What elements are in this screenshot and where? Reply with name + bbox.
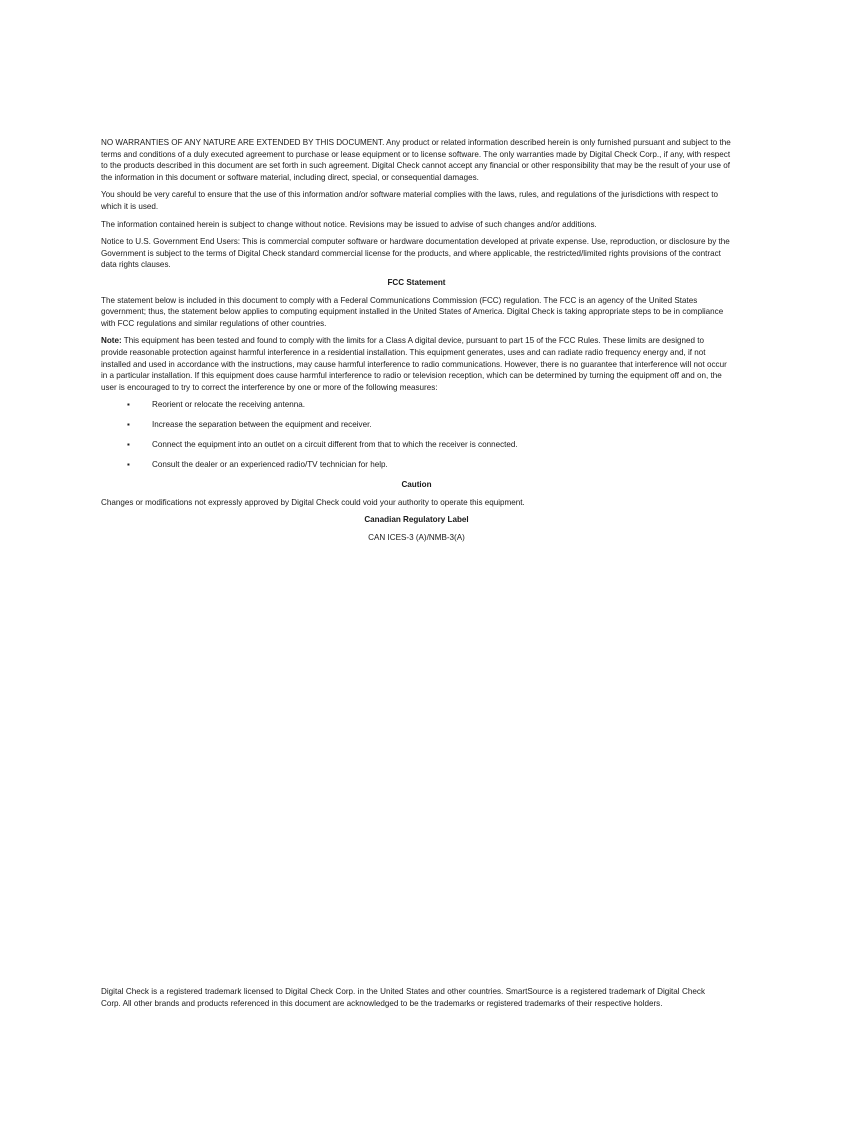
interference-measures-list xyxy=(101,399,732,471)
canadian-regulatory-heading: Canadian Regulatory Label xyxy=(364,515,469,525)
change-notice-paragraph: The information contained herein is subject to change without notice. Revisions may be issued to advise of such changes and/or additions. xyxy=(101,219,597,229)
measure-text: Reorient or relocate the receiving antenna. xyxy=(152,400,305,410)
list-item xyxy=(101,419,732,431)
bullet-icon: ▪ xyxy=(127,440,130,450)
canadian-regulatory-label: CAN ICES-3 (A)/NMB-3(A) xyxy=(368,533,465,542)
note-label: Note: xyxy=(101,336,122,346)
measure-text: Consult the dealer or an experienced radio/TV technician for help. xyxy=(152,460,388,470)
bullet-icon: ▪ xyxy=(127,400,130,410)
compliance-paragraph: You should be very careful to ensure that the use of this information and/or software material complies with the laws, rules, and regulations of the jurisdictions with respect to which it is used. xyxy=(101,190,718,211)
caution-text: Changes or modifications not expressly approved by Digital Check could void your authority to operate this equipment. xyxy=(101,497,525,507)
fcc-intro-paragraph: The statement below is included in this document to comply with a Federal Communications Commission (FCC) regulation. The FCC is an agency of the United States government; thus, the statement below applies to computing equipment installed in the United States of America. Digital Check is taking appropriate steps to be in compliance with FCC regulations and similar regulations of other countries. xyxy=(101,295,724,328)
list-item xyxy=(101,399,732,411)
note-text: This equipment has been tested and found to comply with the limits for a Class A digital device, pursuant to part 15 of the FCC Rules. These limits are designed to provide reasonable protection against harmful interference in a residential installation. This equipment generates, uses and can radiate radio frequency energy and, if not installed and used in accordance with the instructions, may cause harmful interference to radio communications. However, there is no guarantee that interference will not occur in a particular installation. If this equipment does cause harmful interference to radio or television reception, which can be determined by turning the equipment off and on, the user is encouraged to try to correct the interference by one or more of the following measures: xyxy=(101,336,727,392)
fcc-note-paragraph xyxy=(101,335,732,393)
measure-text: Connect the equipment into an outlet on a circuit different from that to which the receiver is connected. xyxy=(152,440,518,450)
list-item xyxy=(101,439,732,451)
government-notice-paragraph: Notice to U.S. Government End Users: This is commercial computer software or hardware documentation developed at private expense. Use, reproduction, or disclosure by the Government is subject to the terms of Digital Check standard commercial license for the products, and where applicable, the restricted/limited rights provisions of the contract data rights clauses. xyxy=(101,237,730,270)
bullet-icon: ▪ xyxy=(127,420,130,430)
warranty-paragraph: NO WARRANTIES OF ANY NATURE ARE EXTENDED BY THIS DOCUMENT. Any product or related information described herein is only furnished pursuant and subject to the terms and conditions of a duly executed agreement to purchase or lease equipment or to license software. The only warranties made by Digital Check Corp., if any, with respect to the products described in this document are set forth in such agreement. Digital Check cannot accept any financial or other responsibility that may be the result of your use of the information in this document or software material, including direct, special, or consequential damages. xyxy=(101,138,731,182)
bullet-icon: ▪ xyxy=(127,460,130,470)
list-item xyxy=(101,459,732,471)
legal-notice-content xyxy=(101,137,732,550)
fcc-statement-heading: FCC Statement xyxy=(387,277,446,287)
caution-heading: Caution xyxy=(401,480,432,490)
trademark-paragraph: Digital Check is a registered trademark licensed to Digital Check Corp. in the United States and other countries. SmartSource is a registered trademark of Digital Check Corp. All other brands and products referenced in this document are acknowledged to be the trademarks or registered trademarks of their respective holders. xyxy=(101,987,705,1008)
measure-text: Increase the separation between the equipment and receiver. xyxy=(152,420,372,430)
